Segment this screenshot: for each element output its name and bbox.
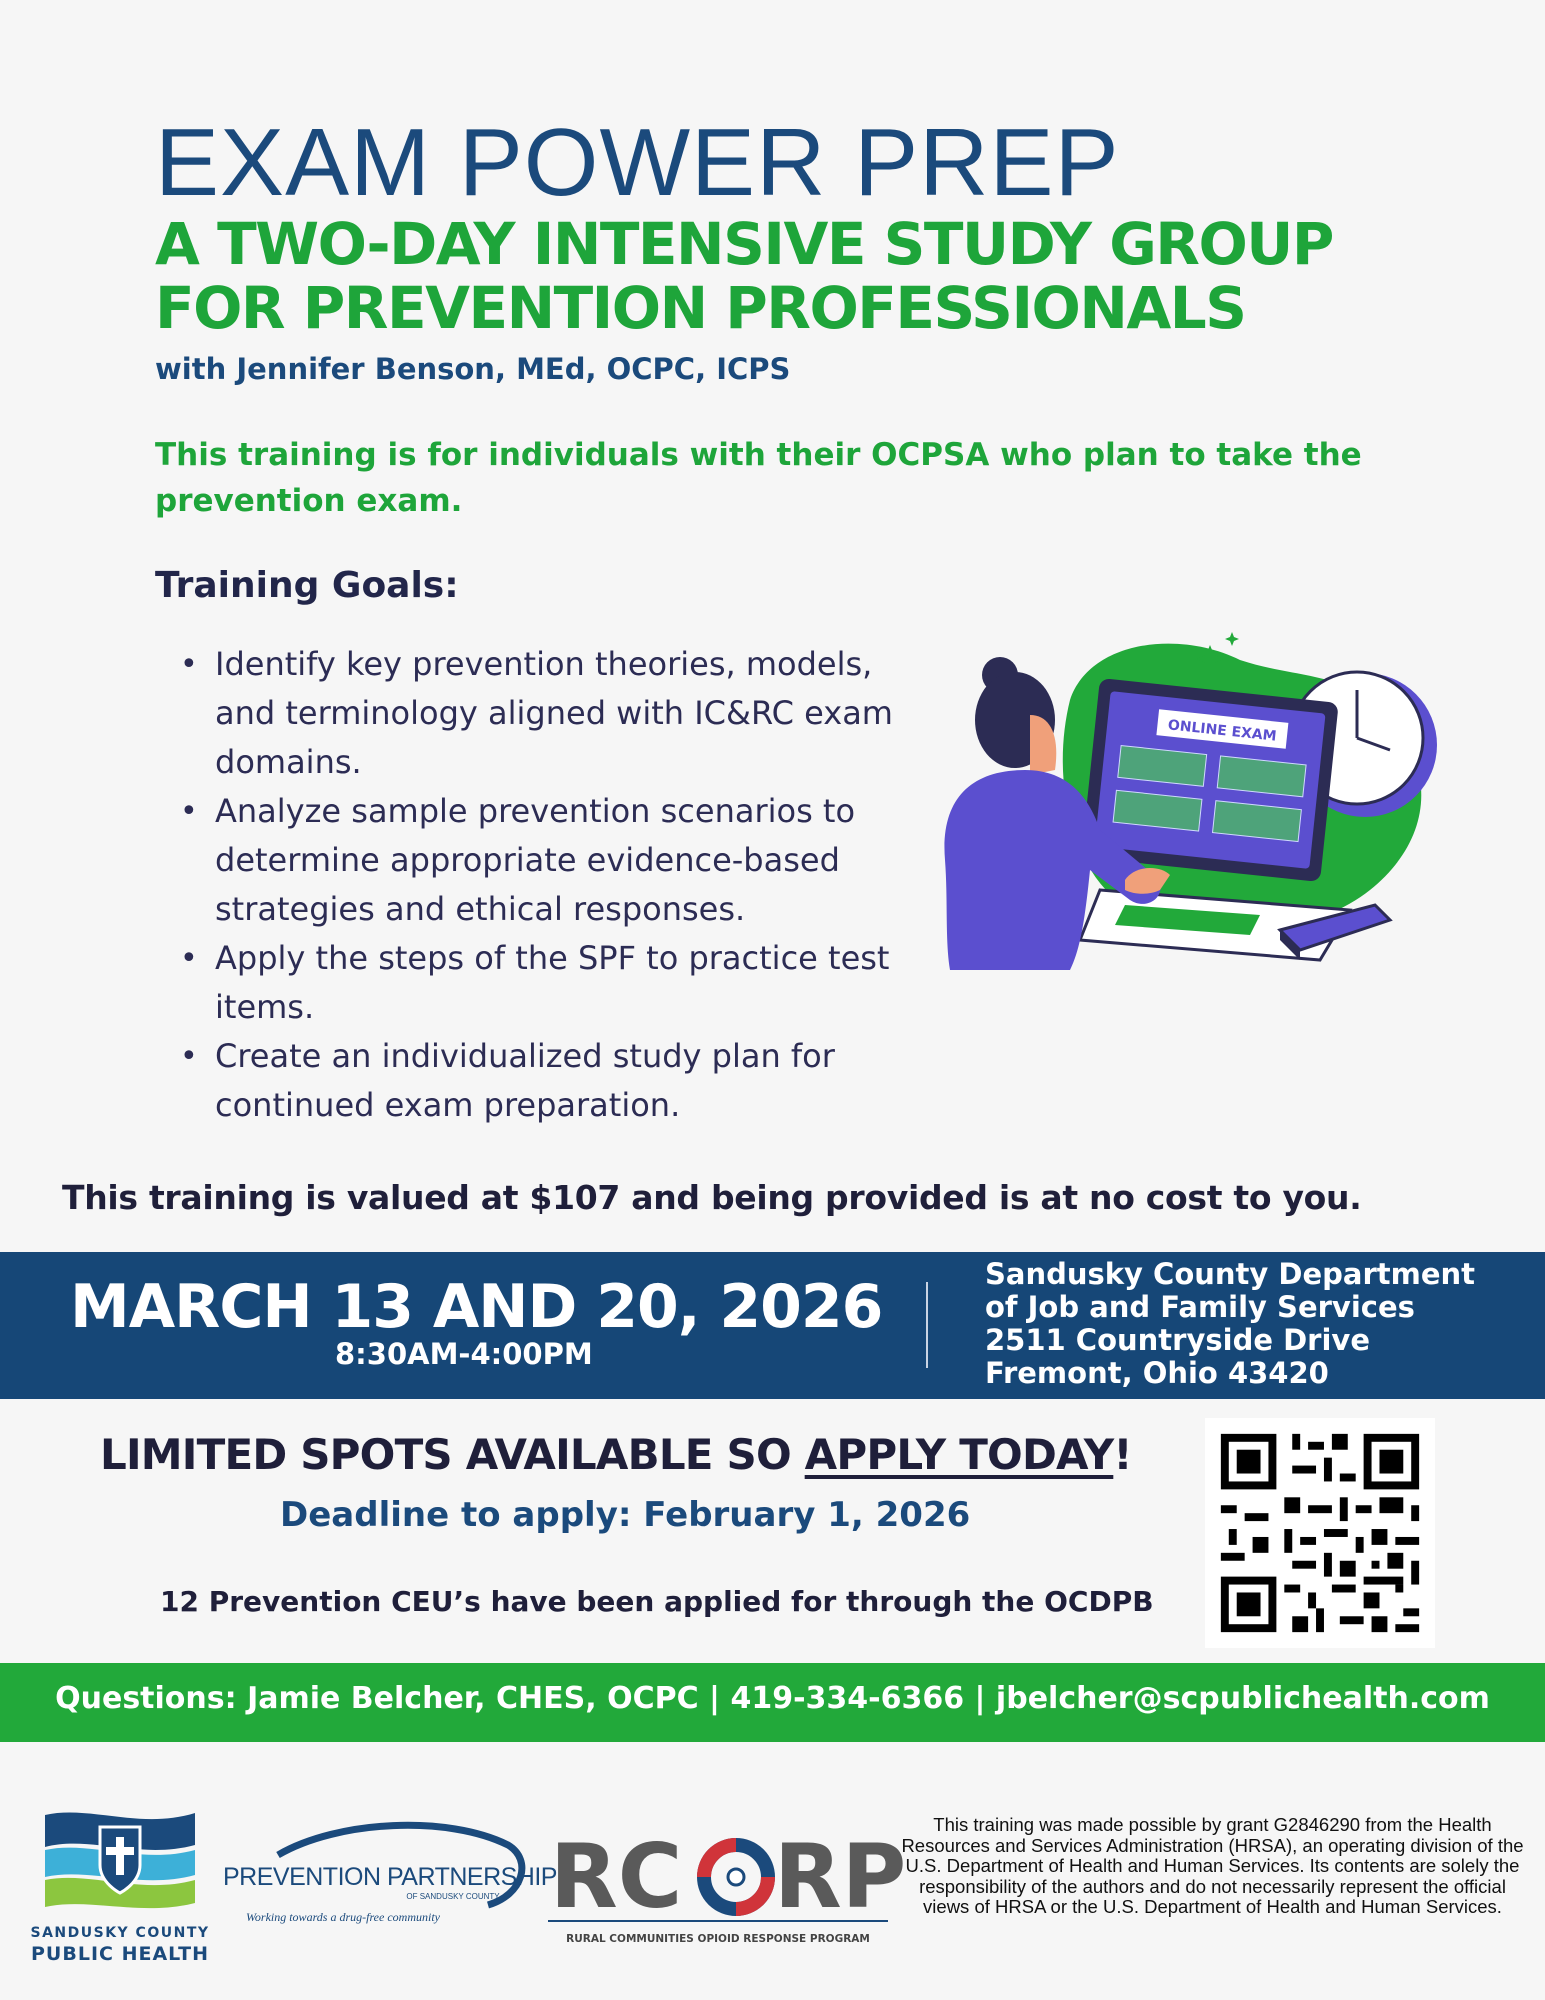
laptop-icon: [1080, 678, 1350, 960]
pp-tagline: Working towards a drug-free community: [246, 1910, 440, 1924]
rcorp-logo: [548, 1825, 907, 1950]
subtitle-line-1: A TWO-DAY INTENSIVE STUDY GROUP: [155, 210, 1333, 278]
venue-line: Sandusky County Department: [985, 1257, 1476, 1291]
apply-today-link[interactable]: APPLY TODAY: [804, 1430, 1114, 1479]
grant-disclaimer: This training was made possible by grant G2846290 from the Health Resources and Services Administration (HRSA), an operating division of the U.S. Department of Health and Human Services. Its contents are solely the responsibility of the authors and do not necessarily represent the official views of HRSA or the U.S. Department of Health and Human Services.: [901, 1814, 1524, 1917]
rcorp-name-left: RC: [550, 1825, 683, 1928]
goals-list: [175, 640, 935, 1130]
apply-prefix: LIMITED SPOTS AVAILABLE SO: [100, 1430, 805, 1479]
sandusky-county-public-health-logo: [30, 1805, 210, 1975]
pp-sub: OF SANDUSKY COUNTY: [406, 1892, 500, 1901]
venue-line: 2511 Countryside Drive: [985, 1323, 1370, 1357]
goal-item: • Analyze sample prevention scenarios to determine appropriate evidence-based strategies and ethical responses.: [175, 787, 935, 934]
scph-line-2: PUBLIC HEALTH: [31, 1943, 209, 1965]
event-venue: [985, 1258, 1475, 1390]
rcorp-ring-icon: [704, 1845, 768, 1909]
page-title: EXAM POWER PREP: [155, 109, 1120, 216]
scph-line-1: SANDUSKY COUNTY: [30, 1925, 210, 1941]
event-divider: [926, 1282, 928, 1368]
sparkle-icon: [1225, 632, 1239, 646]
apply-callout: [100, 1430, 1132, 1479]
online-exam-illustration: [920, 620, 1460, 1000]
apply-suffix: !: [1113, 1430, 1132, 1479]
value-statement: This training is valued at $107 and being provided is at no cost to you.: [62, 1178, 1362, 1217]
goal-item: • Create an individualized study plan for continued exam preparation.: [175, 1032, 935, 1130]
goal-item: • Apply the steps of the SPF to practice test items.: [175, 934, 935, 1032]
pp-name: PREVENTION PARTNERSHIP: [223, 1863, 557, 1891]
presenter: with Jennifer Benson, MEd, OCPC, ICPS: [155, 352, 791, 386]
venue-line: Fremont, Ohio 43420: [985, 1356, 1329, 1390]
goals-heading: Training Goals:: [155, 565, 459, 606]
subtitle-line-2: FOR PREVENTION PROFESSIONALS: [155, 274, 1246, 342]
page-subtitle: [155, 212, 1455, 340]
venue-line: of Job and Family Services: [985, 1290, 1415, 1324]
rcorp-name-right: RP: [774, 1825, 907, 1928]
prevention-partnership-logo: [218, 1815, 557, 1935]
event-time: 8:30AM-4:00PM: [335, 1337, 593, 1371]
goal-item: • Identify key prevention theories, models, and terminology aligned with IC&RC exam domains.: [175, 640, 935, 787]
deadline: Deadline to apply: February 1, 2026: [280, 1495, 971, 1535]
screen-label: ONLINE EXAM: [1167, 717, 1278, 745]
event-dates: MARCH 13 AND 20, 2026: [70, 1272, 883, 1342]
qr-code-icon[interactable]: [1205, 1418, 1435, 1648]
audience-statement: This training is for individuals with their OCPSA who plan to take the prevention exam.: [155, 437, 1362, 519]
rcorp-sub: RURAL COMMUNITIES OPIOID RESPONSE PROGRAM: [566, 1933, 870, 1945]
contact-info: Questions: Jamie Belcher, CHES, OCPC | 419-334-6366 | jbelcher@scpublichealth.com: [55, 1681, 1490, 1716]
ceu-note: 12 Prevention CEU’s have been applied for through the OCDPB: [160, 1585, 1154, 1618]
